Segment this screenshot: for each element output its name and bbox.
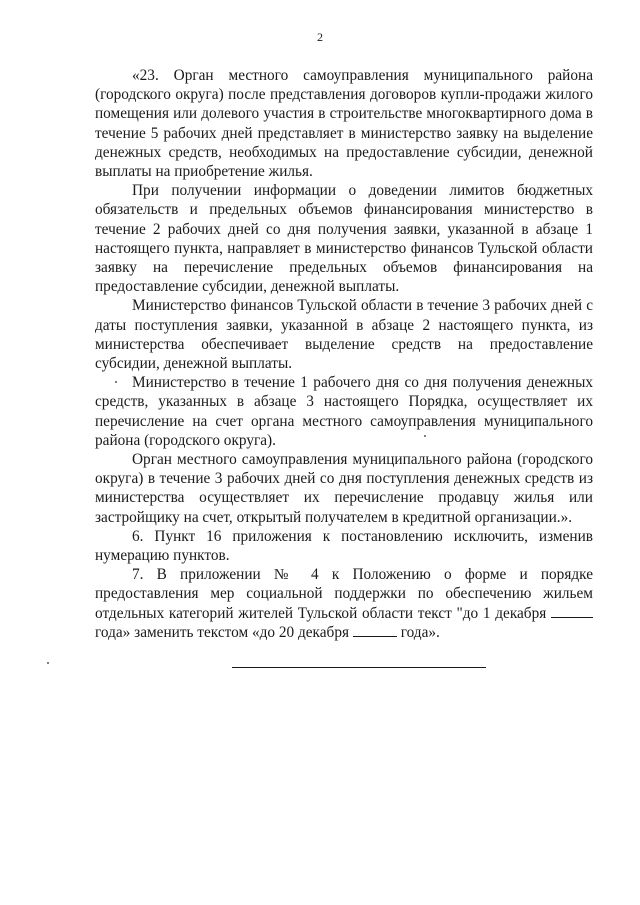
document-body	[95, 66, 593, 642]
blank-line	[551, 605, 593, 618]
paragraph-point-7	[95, 565, 593, 642]
paragraph-23: «23. Орган местного самоуправления муниципального района (городского округа) после представления договоров купли-продажи жилого помещения или долевого участия в строительстве многоквартирного дома в течение 5 рабочих дней представляет в министерство заявку на выделение денежных средств, необходимых на предоставление субсидии, денежной выплаты на приобретение жилья.	[95, 67, 593, 181]
closing-rule	[232, 667, 486, 668]
point-7-text-3: года».	[400, 623, 440, 641]
paragraph-transfer: Министерство в течение 1 рабочего дня со дня получения денежных средств, указанных в абзаце 3 настоящего Порядка, осуществляет их перечисление на счет органа местного самоуправления муниципального района (городского округа).	[95, 374, 593, 449]
blank-line	[353, 624, 397, 637]
paragraph-limits: При получении информации о доведении лимитов бюджетных обязательств и предельных объемов финансирования министерство в течение 2 рабочих дней со дня получения заявки, указанной в абзаце 1 настоящего пункта, направляет в министерство финансов Тульской области заявку на перечисление предельных объемов финансирования на предоставление субсидии, денежной выплаты.	[95, 182, 593, 296]
paragraph-local-authority: Орган местного самоуправления муниципального района (городского округа) в течение 3 рабочих дней со дня поступления денежных средств из министерства осуществляет их перечисление продавцу жилья или застройщику на счет, открытый получателем в кредитной организации.».	[95, 451, 593, 526]
point-7-text-2: года» заменить текстом «до 20 декабря	[95, 623, 350, 641]
paragraph-finance-ministry: Министерство финансов Тульской области в течение 3 рабочих дней с даты поступления заявки, указанной в абзаце 2 настоящего пункта, из министерства обеспечивает выделение средств на предоставление субсидии, денежной выплаты.	[95, 297, 593, 373]
paragraph-point-6: 6. Пункт 16 приложения к постановлению исключить, изменив нумерацию пунктов.	[95, 527, 593, 565]
point-7-text-1: 7. В приложении № 4 к Положению о форме и порядке предоставления мер социальной поддержки по обеспечению жильем отдельных категорий жителей Тульской области текст "до 1 декабря	[95, 566, 593, 622]
scan-speck	[424, 435, 426, 437]
scan-speck	[115, 381, 117, 383]
scan-speck	[47, 662, 49, 664]
page-number: 2	[317, 30, 323, 44]
